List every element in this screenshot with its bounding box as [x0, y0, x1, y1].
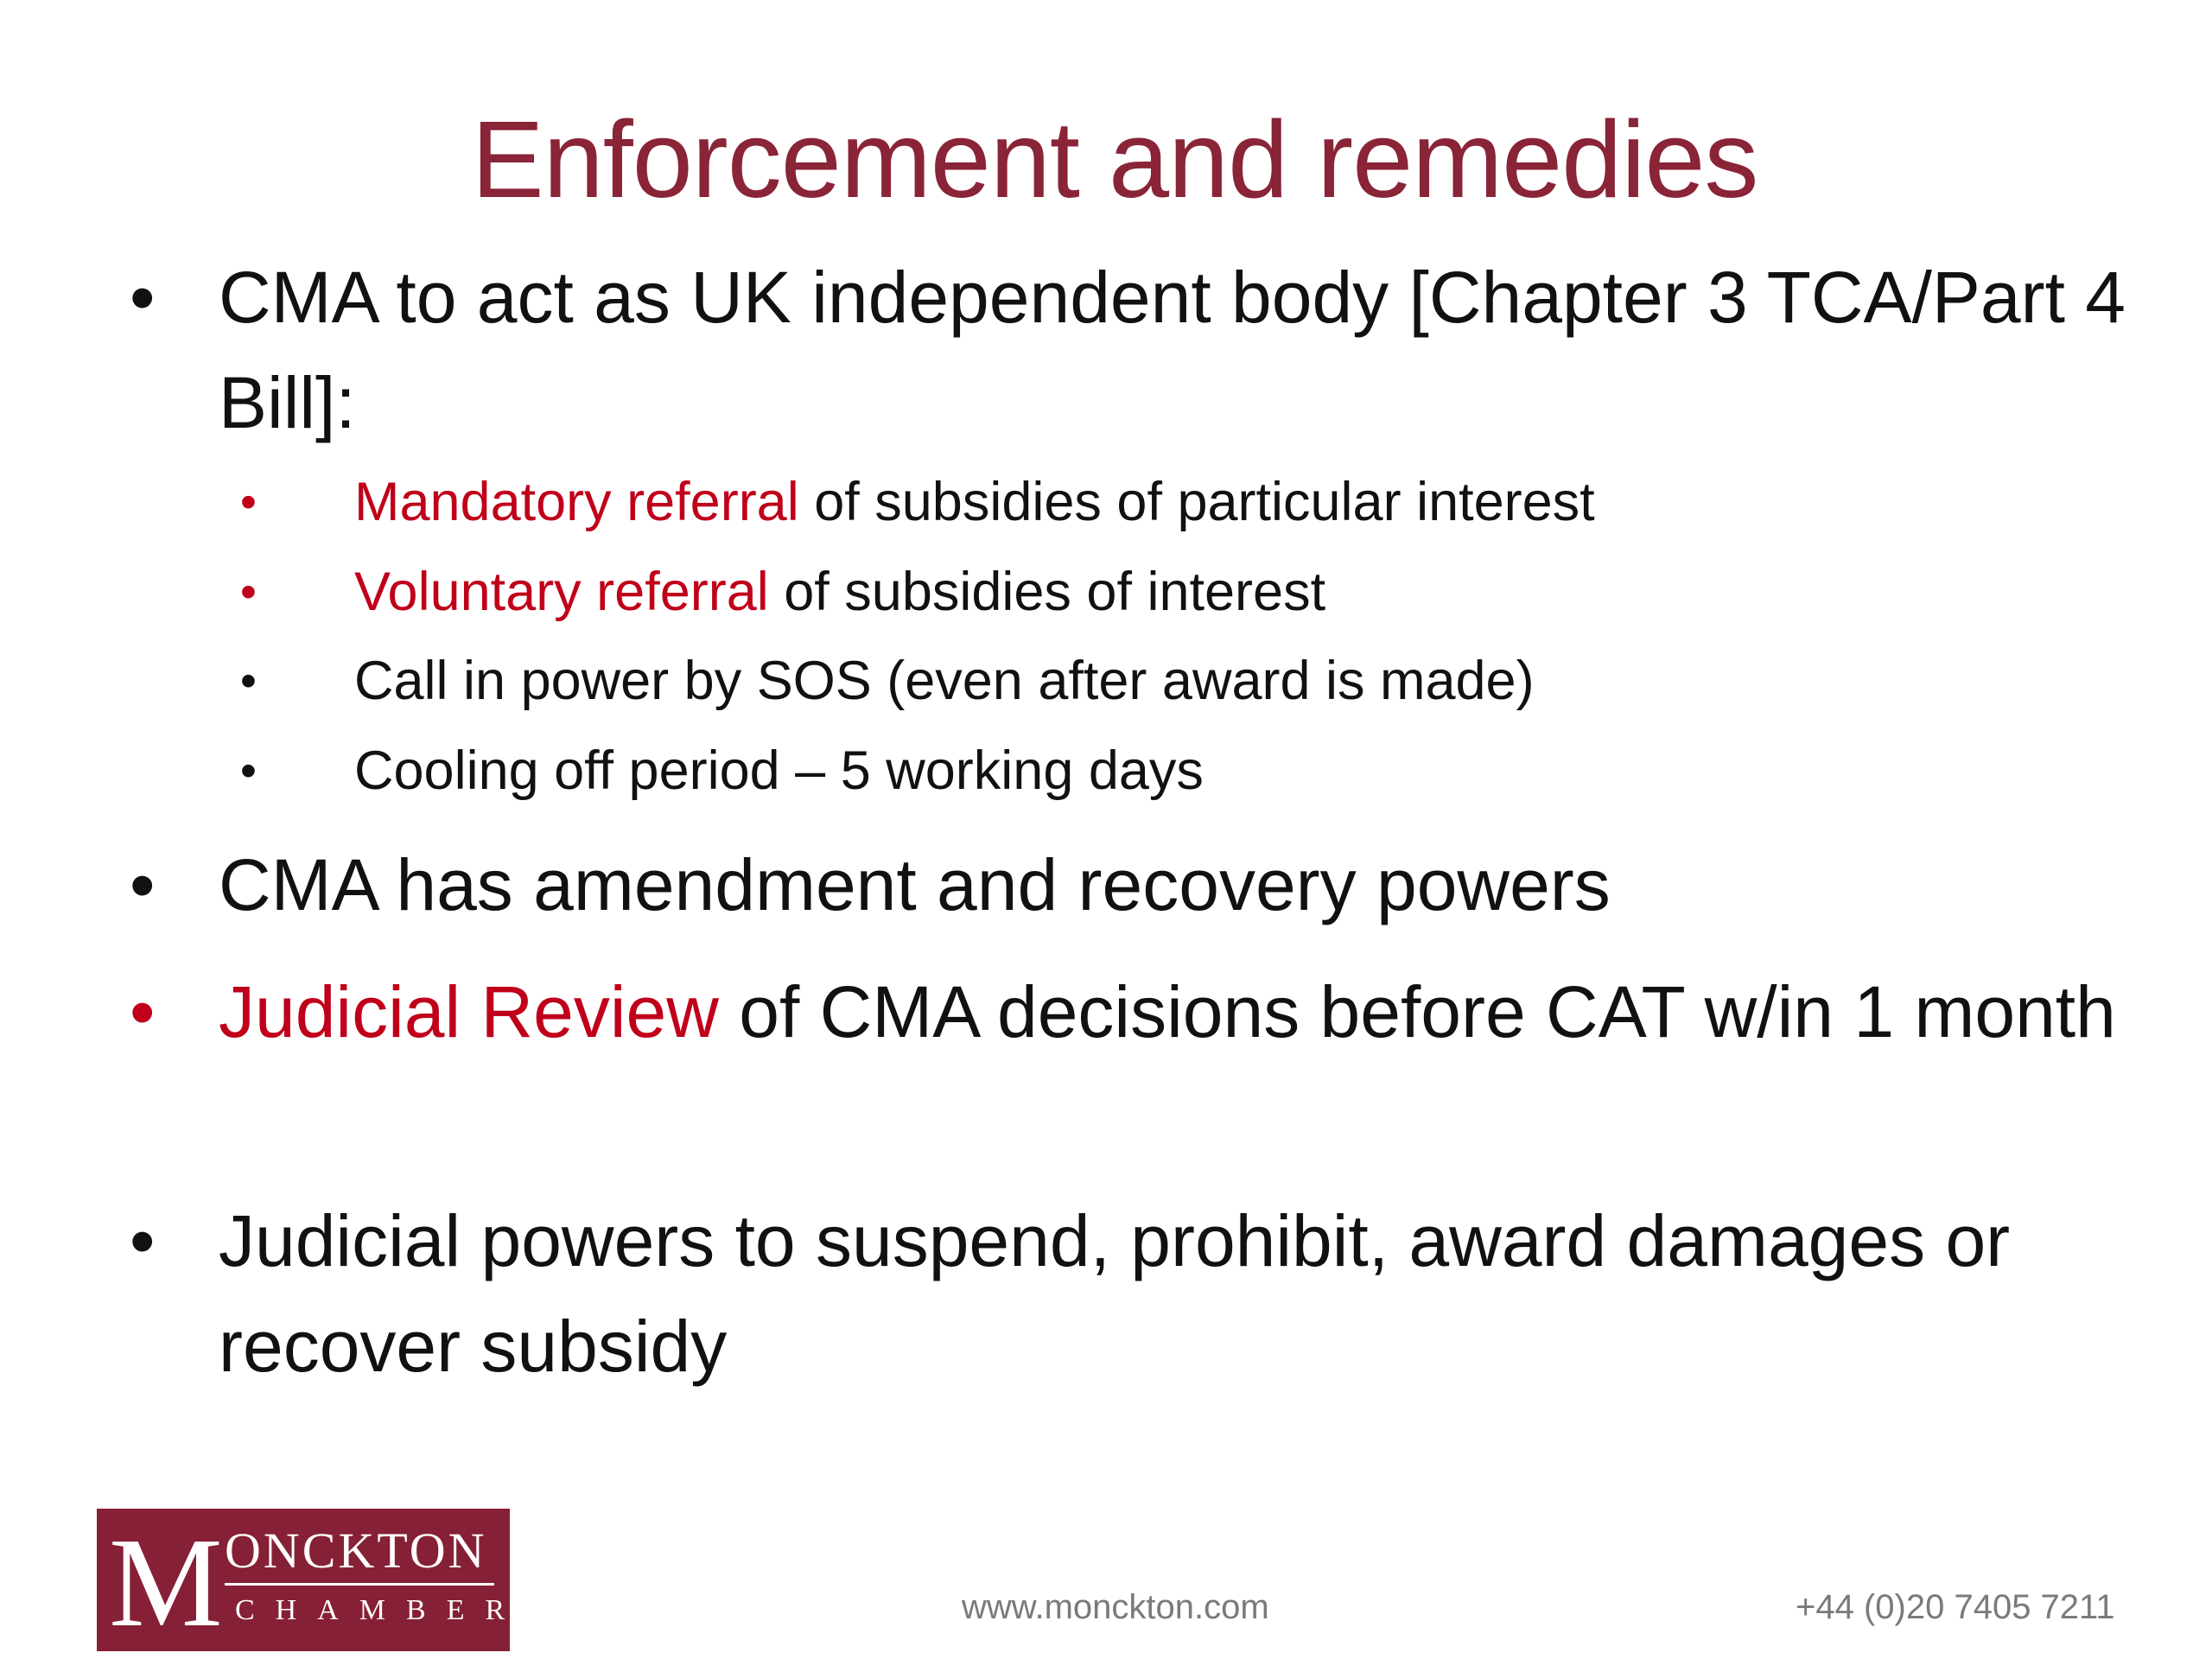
sub-bullet-marker: • [240, 476, 257, 528]
sub-bullet-text [354, 467, 2048, 537]
sub-bullet-marker: • [240, 566, 257, 618]
highlight-text: Judicial Review [219, 971, 719, 1052]
monckton-chambers-logo [97, 1509, 563, 1654]
sub-bullet-text [354, 557, 2048, 626]
sub-bullet-marker: • [240, 655, 257, 707]
bullet-marker: • [130, 971, 156, 1052]
footer-website: www.monckton.com [962, 1588, 1269, 1626]
bullet-marker: • [130, 257, 156, 338]
bullet-marker: • [130, 844, 156, 925]
sub-bullet-text-body: of subsidies of interest [768, 562, 1326, 622]
bullet-marker: • [130, 1200, 156, 1281]
footer-phone: +44 (0)20 7405 7211 [1796, 1588, 2115, 1626]
bullet-text [219, 245, 2145, 455]
highlight-text: Mandatory referral [354, 472, 799, 532]
sub-bullet-text-body: of subsidies of particular interest [798, 472, 1595, 532]
sub-bullet-text: Call in power by SOS (even after award is made) [354, 651, 1535, 711]
logo-initial: M [109, 1512, 223, 1654]
logo-line-1: ONCKTON [225, 1522, 487, 1579]
bullet-text-body: CMA to act as UK independent body [Chapter 3 TCA/Part 4 Bill]: [219, 257, 2126, 443]
logo-divider [225, 1583, 494, 1586]
sub-bullet-text: Cooling off period – 5 working days [354, 741, 1204, 801]
bullet-text [219, 959, 2145, 1065]
sub-bullet-marker: • [240, 745, 257, 797]
bullet-text-body: of CMA decisions before CAT w/in 1 month [718, 971, 2116, 1052]
bullet-text: CMA has amendment and recovery powers [219, 844, 1611, 925]
logo-line-2: CHAMBERS [235, 1594, 563, 1626]
slide-title: Enforcement and remedies [471, 99, 1758, 220]
highlight-text: Voluntary referral [354, 562, 769, 622]
bullet-text: Judicial powers to suspend, prohibit, award damages or recover subsidy [219, 1200, 2011, 1387]
